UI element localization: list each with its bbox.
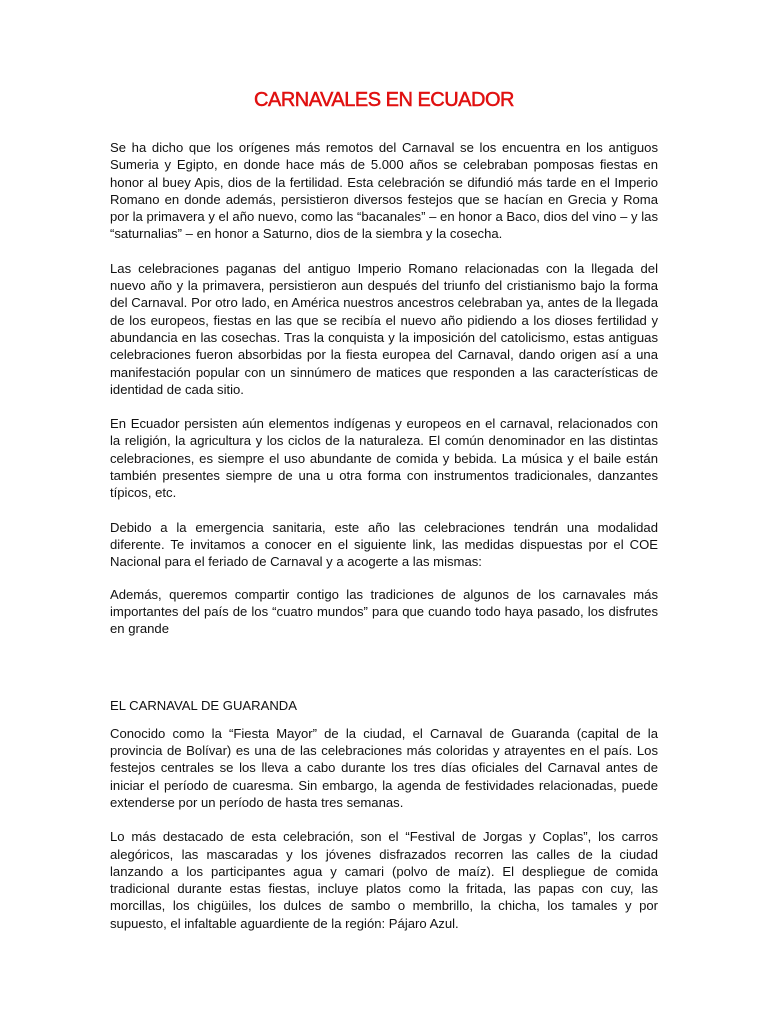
paragraph-pagan-celebrations: Las celebraciones paganas del antiguo Imperio Romano relacionadas con la llegada del nuevo año y la primavera, persistieron aun después del triunfo del cristianismo bajo la forma del Carnaval. Por otro lado, en América nuestros ancestros celebraban ya, antes de la llegada de los europeos, fiestas en las que se recibía el nuevo año pidiendo a los dioses fertilidad y abundancia en las cosechas. Tras la conquista y la imposición del catolicismo, estas antiguas celebraciones fueron absorbidas por la fiesta europea del Carnaval, dando origen así a una manifestación popular con un sinnúmero de matices que responden a las características de identidad de cada sitio. bbox=[110, 260, 658, 397]
page-title: CARNAVALES EN ECUADOR bbox=[254, 89, 514, 111]
section-heading-guaranda: EL CARNAVAL DE GUARANDA bbox=[110, 698, 297, 714]
document-page bbox=[110, 86, 658, 949]
paragraph-four-worlds: Además, queremos compartir contigo las tradiciones de algunos de los carnavales más importantes del país de los “cuatro mundos” para que cuando todo haya pasado, los disfrutes en grande bbox=[110, 586, 658, 637]
paragraph-sanitary-emergency: Debido a la emergencia sanitaria, este año las celebraciones tendrán una modalidad diferente. Te invitamos a conocer en el siguiente link, las medidas dispuestas por el COE Nacional para el feriado de Carnaval y a acogerte a las mismas: bbox=[110, 519, 658, 570]
paragraph-guaranda-highlights: Lo más destacado de esta celebración, son el “Festival de Jorgas y Coplas”, los carros alegóricos, las mascaradas y los jóvenes disfrazados recorren las calles de la ciudad lanzando a los participantes agua y camari (polvo de maíz). El despliegue de comida tradicional durante estas fiestas, incluye platos como la fritada, las papas con cuy, las morcillas, los chigüiles, los dulces de sambo o membrillo, la chicha, los tamales y por supuesto, el infaltable aguardiente de la región: Pájaro Azul. bbox=[110, 829, 658, 931]
paragraph-origins: Se ha dicho que los orígenes más remotos del Carnaval se los encuentra en los antiguos Sumeria y Egipto, en donde hace más de 5.000 años se celebraban pomposas fiestas en honor al buey Apis, dios de la fertilidad. Esta celebración se difundió más tarde en el Imperio Romano en donde además, persistieron diversos festejos que se hacían en Grecia y Roma por la primavera y el año nuevo, como las “bacanales” – en honor a Baco, dios del vino – y las “saturnalias” – en honor a Saturno, dios de la siembra y la cosecha. bbox=[110, 140, 658, 242]
paragraph-ecuador-traditions: En Ecuador persisten aún elementos indígenas y europeos en el carnaval, relacionados con la religión, la agricultura y los ciclos de la naturaleza. El común denominador en las distintas celebraciones, es siempre el uso abundante de comida y bebida. La música y el baile están también presentes siempre de una u otra forma con instrumentos tradicionales, danzantes típicos, etc. bbox=[110, 416, 658, 501]
paragraph-guaranda-intro: Conocido como la “Fiesta Mayor” de la ciudad, el Carnaval de Guaranda (capital de la provincia de Bolívar) es una de las celebraciones más coloridas y atrayentes en el país. Los festejos centrales se los lleva a cabo durante los tres días oficiales del Carnaval antes de iniciar el período de cuaresma. Sin embargo, la agenda de festividades relacionadas, puede extenderse por un período de hasta tres semanas. bbox=[110, 725, 658, 810]
